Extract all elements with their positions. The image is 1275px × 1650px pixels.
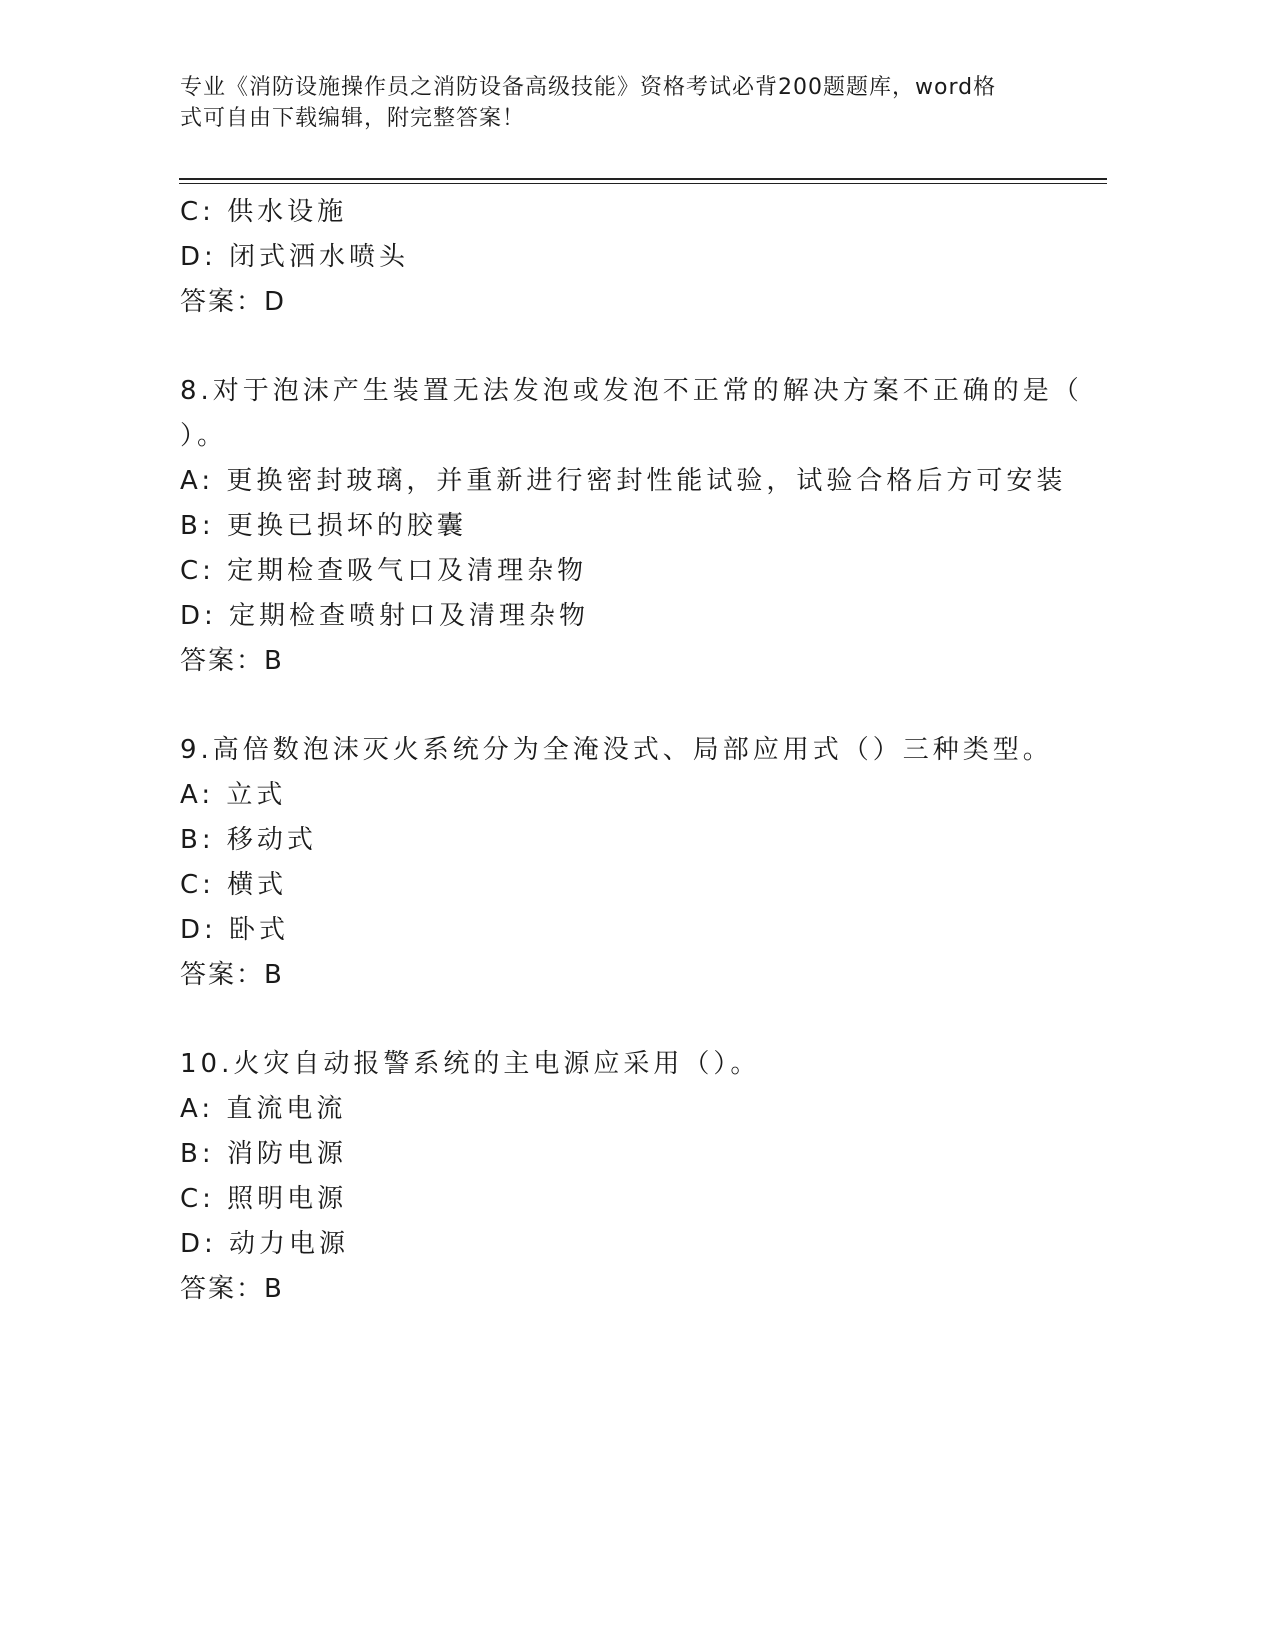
option-d: D: 定期检查喷射口及清理杂物 xyxy=(180,601,590,631)
question-8 xyxy=(180,369,1083,684)
question-9 xyxy=(180,728,1060,998)
option-a: A: 更换密封玻璃，并重新进行密封性能试验，试验合格后方可安装 xyxy=(180,466,1067,496)
option-c: C: 照明电源 xyxy=(180,1184,348,1214)
answer: 答案：D xyxy=(180,287,287,317)
question-stem: 10.火灾自动报警系统的主电源应采用（）。 xyxy=(180,1049,761,1079)
option-d: D: 卧式 xyxy=(180,915,290,945)
spacer xyxy=(180,684,1060,728)
header-divider-thin xyxy=(179,183,1107,184)
header-line-2: 式可自由下载编辑，附完整答案！ xyxy=(180,106,526,131)
option-b: B: 消防电源 xyxy=(180,1139,347,1169)
question-10 xyxy=(180,1042,1060,1312)
answer: 答案：B xyxy=(180,960,284,990)
option-c: C: 横式 xyxy=(180,870,288,900)
option-c: C: 定期检查吸气口及清理杂物 xyxy=(180,556,588,586)
option-a: A: 立式 xyxy=(180,780,287,810)
question-list xyxy=(180,190,1083,1312)
spacer xyxy=(180,998,1060,1042)
question-stem: 8.对于泡沫产生装置无法发泡或发泡不正常的解决方案不正确的是（ xyxy=(180,376,1083,406)
option-b: B: 移动式 xyxy=(180,825,317,855)
answer: 答案：B xyxy=(180,646,284,676)
option-a: A: 直流电流 xyxy=(180,1094,347,1124)
option-d: D: 动力电源 xyxy=(180,1229,350,1259)
option-b: B: 更换已损坏的胶囊 xyxy=(180,511,467,541)
header-divider-thick xyxy=(179,178,1107,180)
question-stem: 9.高倍数泡沫灭火系统分为全淹没式、局部应用式（）三种类型。 xyxy=(180,735,1053,765)
question-stem-continued: ）。 xyxy=(180,421,228,451)
spacer xyxy=(180,325,1060,369)
document-header xyxy=(180,72,1040,134)
option-d: D: 闭式洒水喷头 xyxy=(180,242,410,272)
answer: 答案：B xyxy=(180,1274,284,1304)
option-c: C: 供水设施 xyxy=(180,197,348,227)
header-line-1: 专业《消防设施操作员之消防设备高级技能》资格考试必背200题题库，word格 xyxy=(180,75,997,100)
question-7-tail xyxy=(180,190,1060,325)
